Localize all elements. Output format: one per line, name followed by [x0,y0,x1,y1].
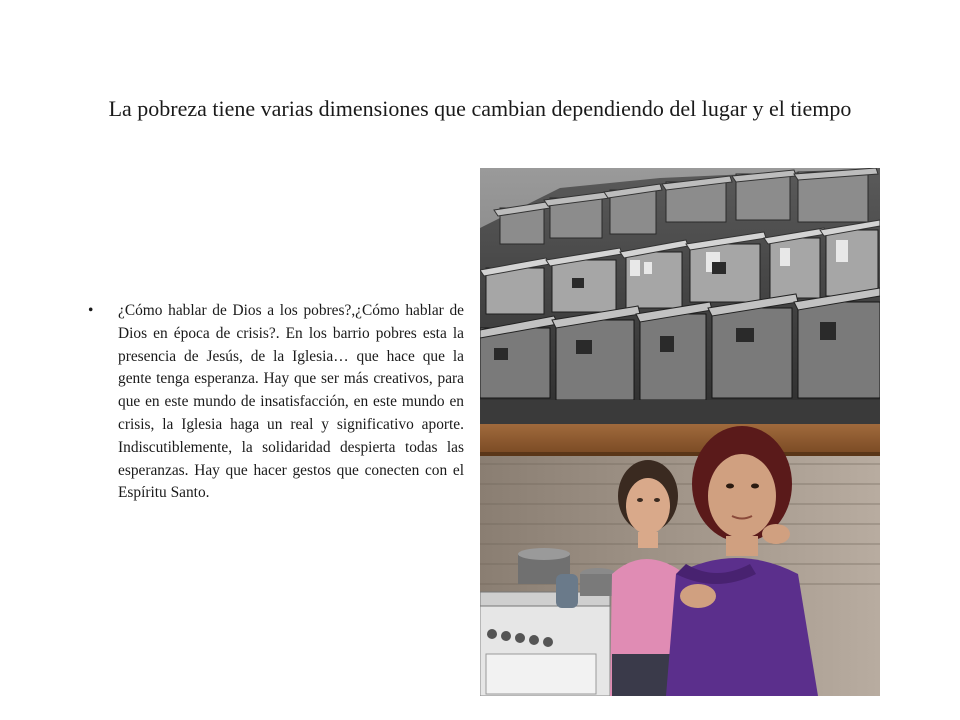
bullet-text: ¿Cómo hablar de Dios a los pobres?,¿Cómo hablar de Dios en época de crisis?. En los barrio pobres esta la presencia de Jesús, de la Iglesia… que hace que la gente tenga esperanza. Hay que ser más creativos, para que en este mundo de insatisfacción, en este mundo en crisis, la Iglesia haga un real y significativo aporte. Indiscutiblemente, la solidaridad despierta todas las esperanzas. Hay que hacer gestos que conecten con el Espíritu Santo. [118,302,464,502]
slide-title: La pobreza tiene varias dimensiones que cambian dependiendo del lugar y el tiempo [108,96,852,121]
slum-photo [480,168,880,424]
family-photo [480,424,880,696]
bullet-item [88,300,464,505]
bullet-dot: • [88,302,94,319]
bullet-list [88,300,464,505]
